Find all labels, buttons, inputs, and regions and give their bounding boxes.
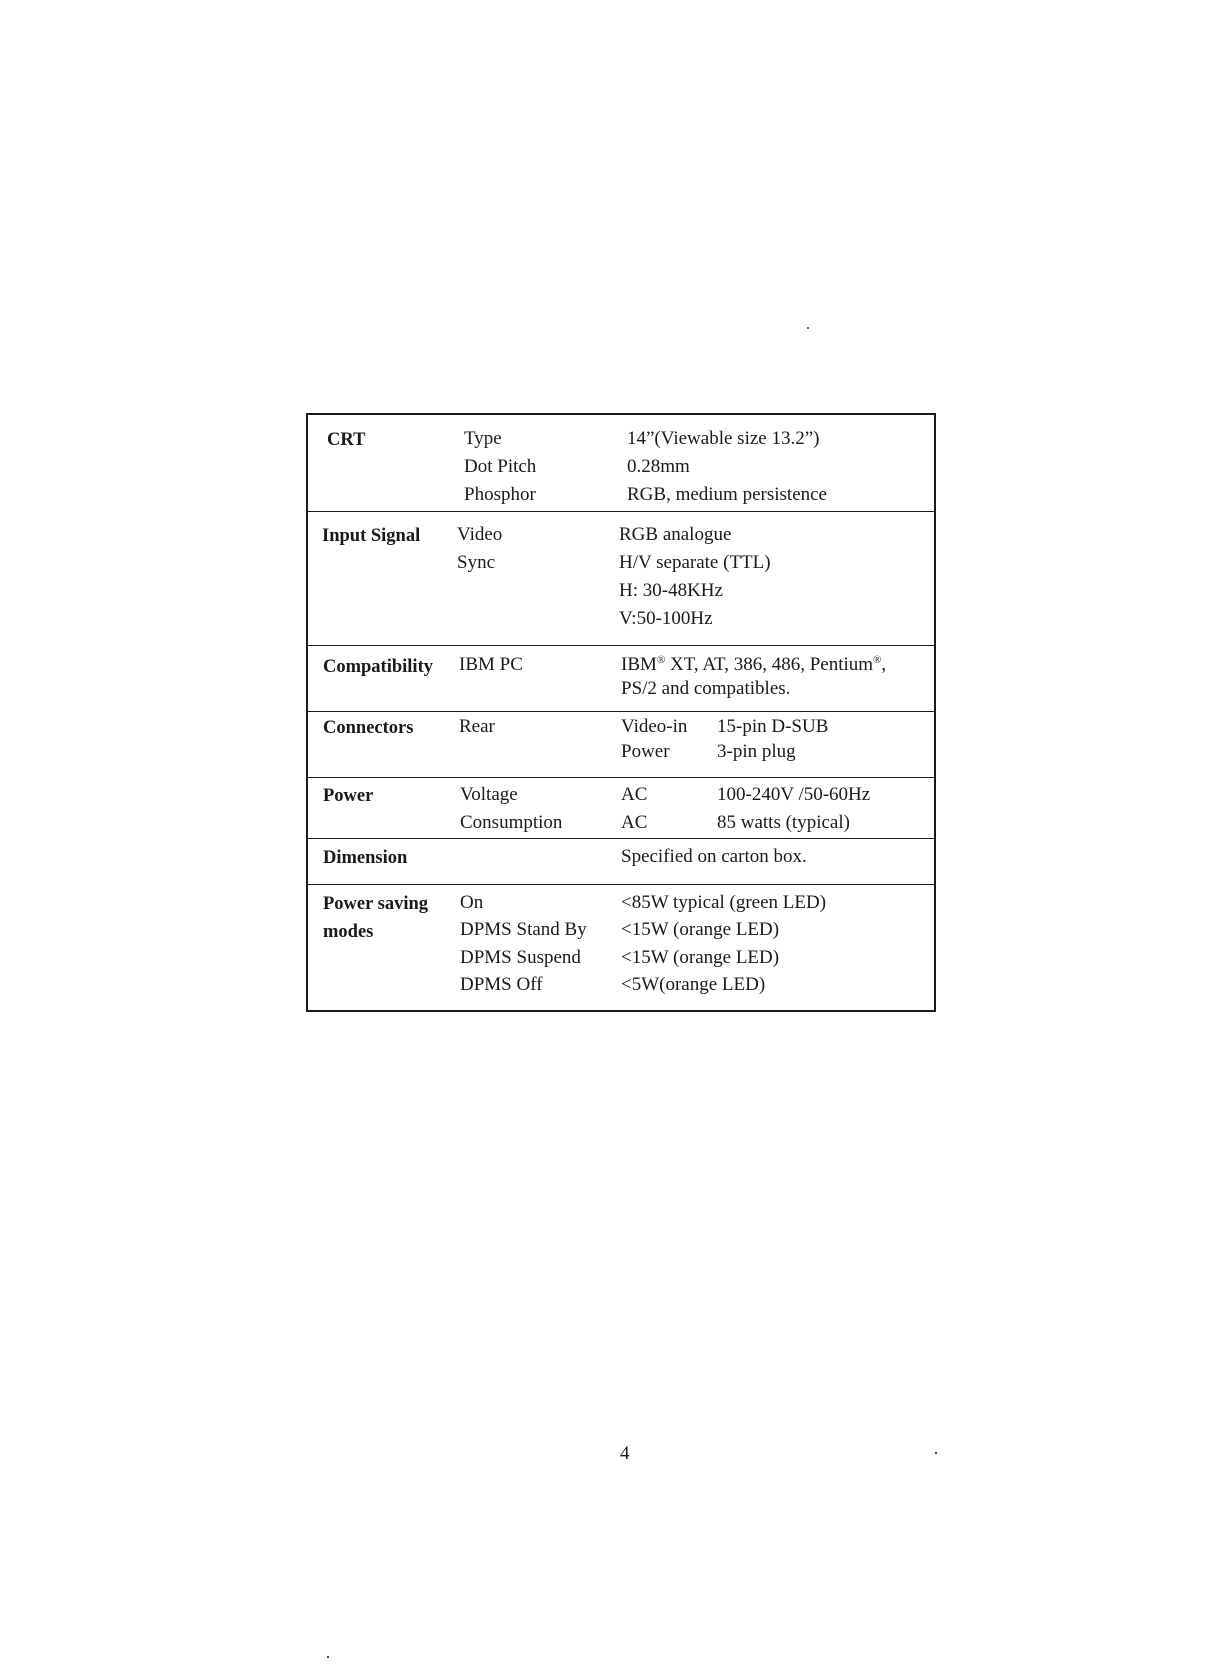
crt-category: CRT bbox=[327, 430, 366, 450]
crt-type-label: Type bbox=[464, 428, 502, 449]
compatibility-value-line1 bbox=[621, 654, 886, 676]
power-consumption-label: Consumption bbox=[460, 812, 563, 833]
power-saving-standby-value: <15W (orange LED) bbox=[621, 919, 780, 940]
power-saving-category-line1: Power saving bbox=[323, 894, 429, 914]
input-sync-label: Sync bbox=[457, 552, 495, 573]
power-voltage-value: 100-240V /50-60Hz bbox=[717, 784, 871, 805]
power-consumption-value: 85 watts (typical) bbox=[717, 812, 850, 833]
compatibility-label: IBM PC bbox=[459, 654, 523, 675]
compatibility-section bbox=[308, 646, 934, 712]
input-signal-section bbox=[308, 512, 934, 646]
scan-speck bbox=[807, 327, 809, 329]
connector-power-value: 3-pin plug bbox=[717, 741, 796, 762]
power-saving-category-line2: modes bbox=[323, 922, 374, 942]
input-sync-h-value: H: 30-48KHz bbox=[619, 580, 723, 601]
power-voltage-type: AC bbox=[621, 784, 648, 805]
connectors-section bbox=[308, 712, 934, 778]
power-saving-off-value: <5W(orange LED) bbox=[621, 974, 766, 995]
input-video-value: RGB analogue bbox=[619, 524, 732, 545]
power-voltage-label: Voltage bbox=[460, 784, 518, 805]
page-number: 4 bbox=[620, 1443, 630, 1464]
registered-mark: ® bbox=[656, 654, 666, 666]
connectors-label: Rear bbox=[459, 716, 495, 737]
power-section bbox=[308, 778, 934, 839]
power-consumption-type: AC bbox=[621, 812, 648, 833]
input-sync-v-value: V:50-100Hz bbox=[619, 608, 713, 629]
crt-section bbox=[308, 415, 934, 512]
power-saving-suspend-label: DPMS Suspend bbox=[460, 947, 581, 968]
compatibility-value-line2: PS/2 and compatibles. bbox=[621, 678, 791, 699]
power-saving-section bbox=[308, 885, 934, 1010]
dimension-category: Dimension bbox=[323, 848, 408, 868]
compatibility-category: Compatibility bbox=[323, 657, 433, 677]
connector-power-name: Power bbox=[621, 741, 670, 762]
power-saving-suspend-value: <15W (orange LED) bbox=[621, 947, 780, 968]
power-saving-on-value: <85W typical (green LED) bbox=[621, 892, 827, 913]
connector-video-in-name: Video-in bbox=[621, 716, 688, 737]
power-category: Power bbox=[323, 786, 374, 806]
crt-phosphor-label: Phosphor bbox=[464, 484, 536, 505]
input-signal-category: Input Signal bbox=[322, 526, 421, 546]
input-video-label: Video bbox=[457, 524, 503, 545]
scan-speck bbox=[935, 1452, 937, 1454]
scan-speck bbox=[327, 1656, 329, 1658]
compatibility-comma: , bbox=[881, 654, 887, 675]
crt-type-value: 14”(Viewable size 13.2”) bbox=[627, 428, 820, 449]
registered-mark: ® bbox=[873, 654, 882, 666]
compatibility-models-text: XT, AT, 386, 486, Pentium bbox=[665, 654, 874, 675]
dimension-value: Specified on carton box. bbox=[621, 846, 807, 867]
power-saving-off-label: DPMS Off bbox=[460, 974, 543, 995]
input-sync-value: H/V separate (TTL) bbox=[619, 552, 771, 573]
connectors-category: Connectors bbox=[323, 718, 414, 738]
compatibility-ibm-text: IBM bbox=[621, 654, 657, 675]
crt-dot-pitch-label: Dot Pitch bbox=[464, 456, 537, 477]
dimension-section bbox=[308, 839, 934, 885]
power-saving-standby-label: DPMS Stand By bbox=[460, 919, 587, 940]
connector-video-in-value: 15-pin D-SUB bbox=[717, 716, 829, 737]
crt-dot-pitch-value: 0.28mm bbox=[627, 456, 690, 477]
specification-table bbox=[306, 413, 936, 1012]
crt-phosphor-value: RGB, medium persistence bbox=[627, 484, 827, 505]
power-saving-on-label: On bbox=[460, 892, 484, 913]
